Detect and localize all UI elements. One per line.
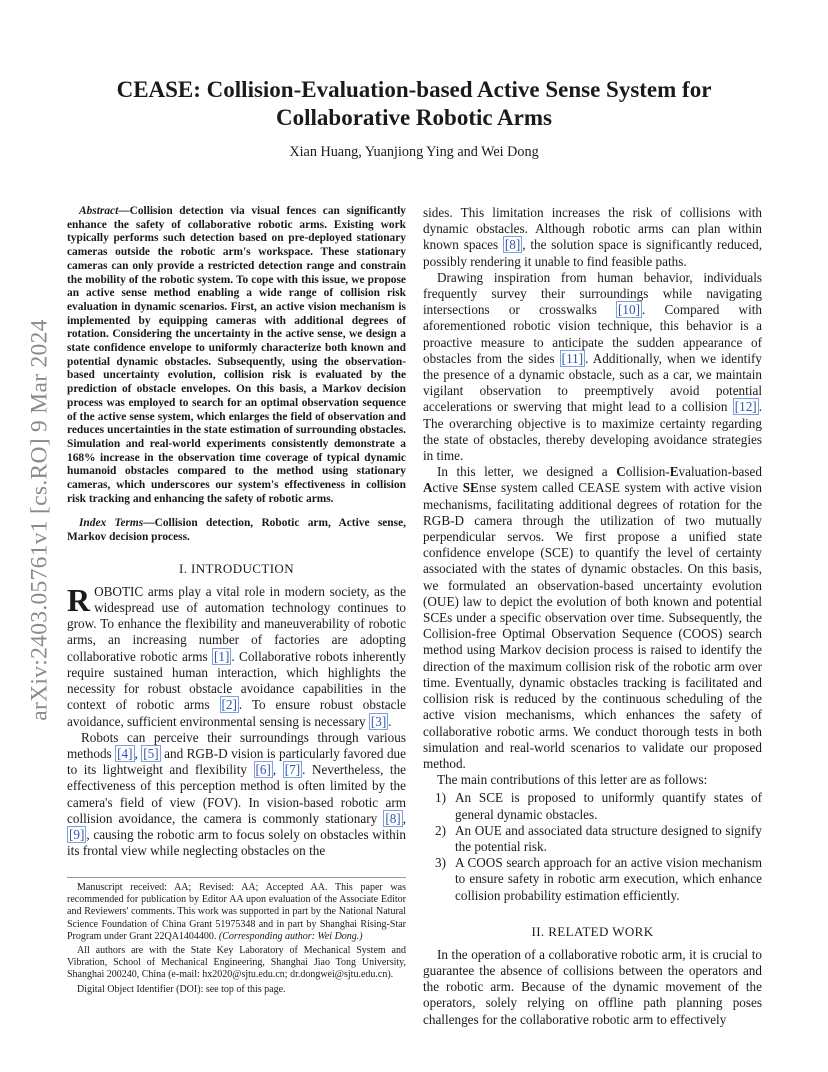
right-p3-text-1: In this letter, we designed a <box>437 464 617 480</box>
acronym-letter: C <box>616 464 626 480</box>
citation-link[interactable]: [9] <box>69 826 85 842</box>
intro-p1-text-2: . Collaborative robots inherently require sustained human interaction, which highlights the necessity for robust obstacle avoidance capabilities in the context of robotic arms <box>67 648 407 713</box>
contribution-item <box>423 855 762 904</box>
footnote-doi: Digital Object Identifier (DOI): see top of this page. <box>77 983 286 995</box>
intro-p2-text-1: Robots can perceive their surroundings through various methods <box>67 729 406 761</box>
intro-p1-text-1: arms play a vital role in modern society, as the widespread use of automation technology continues to grow. To enhance the flexibility and maneuverability of robotic arms, an increasing number of factories are adopting collaborative robotic arms <box>67 583 406 664</box>
footnote-corresponding-author: (Corresponding author: Wei Dong.) <box>218 930 363 942</box>
paper-title: CEASE: Collision-Evaluation-based Active Sense System for Collaborative Robotic Arms <box>116 77 712 130</box>
contribution-text: An OUE and associated data structure designed to signify the potential risk. <box>455 822 762 854</box>
contribution-text: An SCE is proposed to uniformly quantify states of general dynamic obstacles. <box>455 790 762 822</box>
drop-cap-rest: OBOTIC <box>94 583 144 599</box>
citation-link[interactable]: [12] <box>734 399 757 415</box>
intro-p2-text-7: , causing the robotic arm to focus solely on obstacles within its frontal view while neglecting obstacles on the <box>67 826 406 859</box>
index-terms-text: —Collision detection, Robotic arm, Active sense, Markov decision process. <box>67 517 406 544</box>
right-p3-text-5: nse system called CEASE system with active vision mechanisms, facilitating additional degrees of rotation for the RGB-D camera through the utilization of two mutually perpendicular servos. We first propose a unified state confidence envelope (SCE) to quantify the level of certainty associated with the states of dynamic obstacles. On this basis, we formulated an observation-based uncertainty evolution (OUE) law to depict the evolution of both known and potential SCEs under a specific observation over time. Subsequently, the Collision-free Optimal Observation Sequence (COOS) search method using Markov decision process is raised to identify the direction of the maximum collision risk of the robotic arm over time. Eventually, dynamic obstacles tracking is facilitated and collision risk is reduced by the continuous scheduling of the active vision mechanisms, which enhances the safety of collaborative robotic arms. We conduct thorough tests in both simulation and real-world scenarios to validate our proposed method. <box>423 480 762 771</box>
contribution-item <box>423 790 762 822</box>
abstract-label: Abstract <box>79 205 119 217</box>
contribution-number: 1) <box>435 790 446 806</box>
index-terms-label: Index Terms <box>79 517 144 530</box>
right-paragraph-1 <box>423 205 762 270</box>
footnotes <box>67 877 406 998</box>
citation-link[interactable]: [11] <box>561 350 584 366</box>
right-column <box>423 205 762 1028</box>
index-terms <box>67 517 406 544</box>
citation-link[interactable]: [10] <box>618 302 640 318</box>
acronym-letter: E <box>669 464 679 480</box>
citation-link[interactable]: [8] <box>385 810 401 826</box>
contribution-item <box>423 823 762 855</box>
section-heading-related-work: II. RELATED WORK <box>531 923 654 939</box>
right-paragraph-2 <box>423 270 762 464</box>
acronym-letter: SE <box>462 480 479 496</box>
intro-p2-text-2: , <box>134 745 142 761</box>
intro-p2-text-5: . Nevertheless, the effectiveness of this perception method is often limited by the camera's field of view (FOV). In vision-based robotic arm collision avoidance, the camera is commonly stationary <box>67 762 407 826</box>
citation-link[interactable]: [5] <box>143 745 159 761</box>
contribution-number: 3) <box>435 855 446 871</box>
footnote-manuscript-text: Manuscript received: AA; Revised: AA; Accepted AA. This paper was recommended for publication by Editor AA upon evaluation of the Associate Editor and Reviewers' comments. This work was supported in part by the National Natural Science Foundation of China Grant 51975348 and in part by Shanghai Rising-Star Program under Grant 22QA1404400. <box>67 882 406 942</box>
citation-link[interactable]: [3] <box>370 713 387 729</box>
arxiv-identifier <box>20 285 60 755</box>
related-paragraph-1: In the operation of a collaborative robotic arm, it is crucial to guarantee the absence of collisions between the operators and the robotic arm. Because of the dynamic movement of the operators, solely relying on offline path planning poses challenges for the collaborative robotic arm to effectively <box>423 946 762 1027</box>
author-list: Xian Huang, Yuanjiong Ying and Wei Dong <box>289 144 539 160</box>
citation-link[interactable]: [4] <box>117 745 133 761</box>
drop-cap: R <box>67 581 91 618</box>
citation-link[interactable]: [2] <box>221 697 237 713</box>
abstract-text: —Collision detection via visual fences can significantly enhance the safety of collaborative robotic arms. Existing work typically performs such detection based on pre-deployed stationary cameras outside the robotic arm's workspace. These stationary cameras can only provide a restricted detection range and constrain the mobility of the robotic system. To cope with this issue, we propose an active sense method enabling a wide range of collision risk evaluation in dynamic scenarios. First, an active vision mechanism is implemented by equipping cameras with additional degrees of rotation. Considering the uncertainty in the active sense, we design a state confidence envelope to uniformly characterize both known and potential dynamic obstacles. Subsequently, using the observation-based uncertainty evolution, collision risk is evaluated by the prediction of obstacle envelopes. On this basis, a Markov decision process was employed to search for an optimal observation sequence of the active sense system, which enlarges the field of observation and reduces uncertainties in the state estimation of surrounding obstacles. Simulation and real-world experiments consistently demonstrate a 168% increase in the observation time coverage of typical dynamic humanoid obstacles compared to the method using stationary cameras, which underscores our system's effectiveness in collision risk tracking and enhancing the safety of robotic arms. <box>67 205 406 505</box>
citation-link[interactable]: [6] <box>255 762 271 778</box>
intro-p1-text-4: . <box>388 713 392 729</box>
contributions-list <box>423 790 762 903</box>
arxiv-identifier-text: arXiv:2403.05761v1 [cs.RO] 9 Mar 2024 <box>26 319 53 721</box>
left-column <box>67 205 406 859</box>
right-p2-text-1: Drawing inspiration from human behavior, individuals frequently survey their surroundings while navigating intersections or crosswalks <box>423 269 762 318</box>
right-p2-text-3: . Additionally, when we identify the presence of a dynamic obstacle, such as a car, we maintain vigilant observation to preemptively avoid potential accelerations or swerving that might lead to a collision <box>423 350 762 415</box>
intro-p2-text-3: and RGB-D vision is particularly favored due to its lightweight and flexibility <box>67 745 406 778</box>
right-p3-text-2: ollision- <box>625 464 670 480</box>
right-p1-text-2: , the solution space is significantly reduced, possibly rendering it unable to find feasible paths. <box>423 237 762 269</box>
intro-p1-text-3: . To ensure robust obstacle avoidance, sufficient environmental sensing is necessary <box>67 697 406 729</box>
acronym-letter: A <box>423 480 433 496</box>
citation-link[interactable]: [8] <box>504 237 521 253</box>
right-paragraph-3 <box>423 464 762 772</box>
contributions-intro: The main contributions of this letter are as follows: <box>437 772 708 788</box>
citation-link[interactable]: [7] <box>284 762 301 778</box>
citation-link[interactable]: [1] <box>213 648 230 664</box>
footnote-affiliation: All authors are with the State Key Laboratory of Mechanical System and Vibration, School of Mechanical Engineering, Shanghai Jiao Tong University, Shanghai 200240, China (e-mail: hx2020@sjtu.edu.cn; dr.dongwei@sjtu.edu.cn). <box>67 945 406 981</box>
right-p1-text-1: sides. This limitation increases the risk of collisions with dynamic obstacles. Although robotic arms can plan within known spaces <box>423 205 762 253</box>
contribution-number: 2) <box>435 822 446 838</box>
right-p2-text-4: . The overarching objective is to maximize certainty regarding the state of obstacles, thereby developing avoidance strategies in time. <box>423 399 762 464</box>
abstract <box>67 205 406 506</box>
footnote-manuscript <box>67 882 406 943</box>
right-p3-text-3: valuation-based <box>678 464 762 480</box>
intro-paragraph-1 <box>67 581 407 730</box>
intro-paragraph-2 <box>67 730 406 860</box>
intro-p2-text-4: , <box>272 762 283 778</box>
right-p2-text-2: . Compared with aforementioned robotic vision technique, this behavior is a proactive measure to anticipate the sudden appearance of obstacles from the sides <box>423 302 762 366</box>
intro-p2-text-6: , <box>402 810 406 826</box>
contribution-text: A COOS search approach for an active vision mechanism to ensure safety in robotic arm execution, which enhance collision probability estimation efficiently. <box>455 855 762 903</box>
right-p3-text-4: ctive <box>432 480 463 496</box>
section-heading-introduction: I. INTRODUCTION <box>178 560 295 576</box>
